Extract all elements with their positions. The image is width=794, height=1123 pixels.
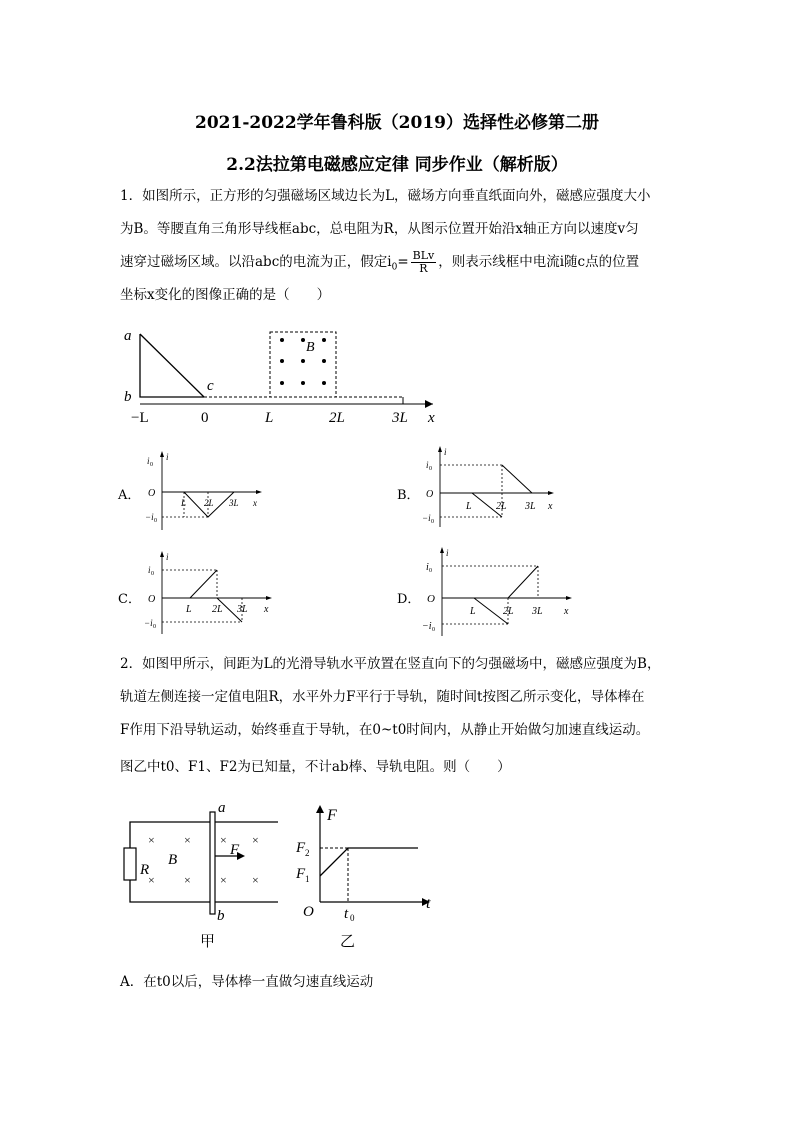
option-b-graph[interactable] — [420, 445, 560, 530]
q2-option-a-text: A．在t0以后，导体棒一直做匀速直线运动 — [120, 974, 374, 990]
field-label-B: B — [306, 340, 315, 355]
a-label-x: x — [253, 498, 257, 508]
q2-line-3: F作用下沿导轨运动，始终垂直于导轨，在0~t0时间内，从静止开始做匀加速直线运动。 — [120, 722, 650, 738]
b-label-neg-i0-sub: 0 — [431, 519, 434, 525]
d-label-O: O — [427, 593, 435, 605]
field-cross: × — [220, 833, 227, 847]
q2-line-2: 轨道左侧连接一定值电阻R，水平外力F平行于导轨，随时间t按图乙所示变化，导体棒在 — [120, 689, 645, 705]
frac-num: BLv — [412, 249, 435, 262]
a-label-O: O — [148, 488, 156, 499]
yi-caption: 乙 — [340, 934, 356, 950]
option-a-label[interactable]: A． — [118, 488, 141, 503]
b-label-O: O — [426, 489, 434, 500]
d-label-2L: 2L — [503, 606, 514, 617]
vertex-b: b — [124, 389, 132, 405]
a-label-i: i — [166, 452, 169, 462]
c-curve-1 — [190, 570, 217, 598]
c-label-neg-i0: −i — [144, 618, 153, 628]
yi-force-curve — [320, 848, 418, 876]
yi-label-t0: t — [344, 906, 349, 922]
b-label-neg-i0: −i — [422, 513, 431, 523]
c-label-3L: 3L — [237, 604, 248, 615]
question-2 — [120, 648, 680, 784]
option-d-label[interactable]: D． — [397, 592, 421, 607]
d-curve-2 — [508, 566, 538, 598]
b-curve-2 — [502, 465, 532, 493]
q1-line-4: 坐标x变化的图像正确的是（ ） — [120, 287, 331, 303]
field-cross: × — [252, 873, 259, 887]
b-label-i: i — [444, 447, 447, 457]
field-cross: × — [184, 833, 191, 847]
tick-label-neg-L: −L — [131, 410, 149, 426]
tick-label-0: 0 — [201, 410, 209, 426]
jia-label-B: B — [168, 852, 178, 868]
b-label-3L: 3L — [525, 501, 536, 512]
triangle-hypotenuse — [140, 334, 204, 397]
c-label-x: x — [264, 604, 269, 615]
option-b-label[interactable]: B． — [397, 488, 420, 503]
axis-label-x: x — [428, 410, 435, 426]
b-label-i0-sub: 0 — [429, 466, 432, 472]
resistor — [124, 848, 136, 880]
c-label-i: i — [166, 552, 169, 562]
b-label-2L: 2L — [496, 501, 507, 512]
option-d-graph[interactable] — [420, 546, 580, 638]
jia-label-b: b — [217, 908, 225, 924]
yi-label-F: F — [327, 807, 337, 824]
tick-label-3L: 3L — [392, 410, 408, 426]
frac-den: R — [419, 262, 428, 275]
tick-label-2L: 2L — [329, 410, 345, 426]
vertex-a: a — [124, 328, 132, 344]
a-label-i0-sub: 0 — [150, 462, 153, 468]
c-label-i0: i — [148, 565, 151, 575]
q2-line-1: 2．如图甲所示，间距为L的光滑导轨水平放置在竖直向下的匀强磁场中，磁感应强度为B， — [120, 656, 661, 672]
jia-caption: 甲 — [200, 934, 216, 950]
option-c-graph[interactable] — [142, 550, 277, 635]
conductor-rod — [210, 812, 215, 914]
b-label-x: x — [548, 501, 553, 512]
a-label-i0: i — [147, 456, 150, 466]
option-a-graph[interactable] — [142, 450, 267, 535]
option-c-label[interactable]: C． — [118, 592, 141, 607]
jia-label-R: R — [140, 862, 150, 878]
c-label-2L: 2L — [212, 604, 223, 615]
field-cross: × — [148, 833, 155, 847]
x-axis-arrow — [425, 400, 433, 408]
d-label-neg-i0-sub: 0 — [432, 627, 435, 633]
c-label-i0-sub: 0 — [151, 571, 154, 577]
yi-label-F2-sub: 2 — [305, 848, 310, 858]
yi-label-O: O — [303, 904, 314, 920]
b-label-i0: i — [426, 460, 429, 470]
d-label-i0-sub: 0 — [429, 568, 432, 574]
d-label-x: x — [564, 606, 569, 617]
d-label-i0: i — [426, 562, 429, 573]
a-label-neg-i0: −i — [145, 512, 154, 522]
figure-jia — [118, 800, 278, 952]
yi-label-t: t — [426, 895, 431, 912]
document-subtitle: 2.2法拉第电磁感应定律 同步作业（解析版） — [226, 155, 568, 175]
q1-i0-sub: 0 — [391, 262, 398, 273]
q1-fraction — [411, 250, 437, 275]
b-label-L: L — [466, 501, 472, 512]
yi-label-F1-sub: 1 — [305, 874, 310, 884]
a-label-neg-i0-sub: 0 — [154, 518, 157, 524]
q2-option-a[interactable] — [120, 966, 680, 999]
field-cross: × — [252, 833, 259, 847]
d-label-neg-i0: −i — [422, 621, 432, 632]
a-label-3L: 3L — [229, 498, 239, 508]
document-title: 2021-2022学年鲁科版（2019）选择性必修第二册 — [195, 113, 599, 133]
q1-line-3 — [120, 246, 680, 279]
field-cross: × — [148, 873, 155, 887]
d-label-L: L — [470, 606, 476, 617]
yi-label-t0-sub: 0 — [350, 913, 355, 923]
a-label-2L: 2L — [204, 498, 214, 508]
q1-main-figure — [118, 322, 448, 427]
field-cross: × — [220, 873, 227, 887]
q1-line-3a: 速穿过磁场区域。以沿abc的电流为正，假定i — [120, 254, 392, 270]
q1-eq: = — [397, 254, 409, 270]
question-1 — [120, 180, 680, 312]
jia-label-a: a — [218, 800, 226, 816]
figure-yi — [290, 800, 450, 952]
field-cross: × — [184, 873, 191, 887]
a-label-L: L — [181, 498, 187, 508]
q1-line-3b: ，则表示线框中电流i随c点的位置 — [438, 254, 640, 270]
d-label-3L: 3L — [532, 606, 543, 617]
yi-label-F1: F — [296, 866, 306, 882]
tick-label-L: L — [265, 410, 274, 426]
c-label-neg-i0-sub: 0 — [153, 624, 156, 630]
jia-label-F: F — [230, 842, 240, 858]
q1-line-1: 1．如图所示，正方形的匀强磁场区域边长为L，磁场方向垂直纸面向外，磁感应强度大小 — [120, 188, 651, 204]
yi-label-F2: F — [296, 840, 306, 856]
c-label-O: O — [148, 594, 156, 605]
q1-line-2: 为B。等腰直角三角形导线框abc，总电阻为R，从图示位置开始沿x轴正方向以速度v匀 — [120, 221, 639, 237]
vertex-c: c — [207, 378, 214, 394]
c-label-L: L — [186, 604, 192, 615]
d-label-i: i — [446, 548, 449, 558]
field-dots — [280, 338, 326, 385]
q2-line-4: 图乙中t0、F1、F2为已知量，不计ab棒、导轨电阻。则（ ） — [120, 759, 511, 775]
